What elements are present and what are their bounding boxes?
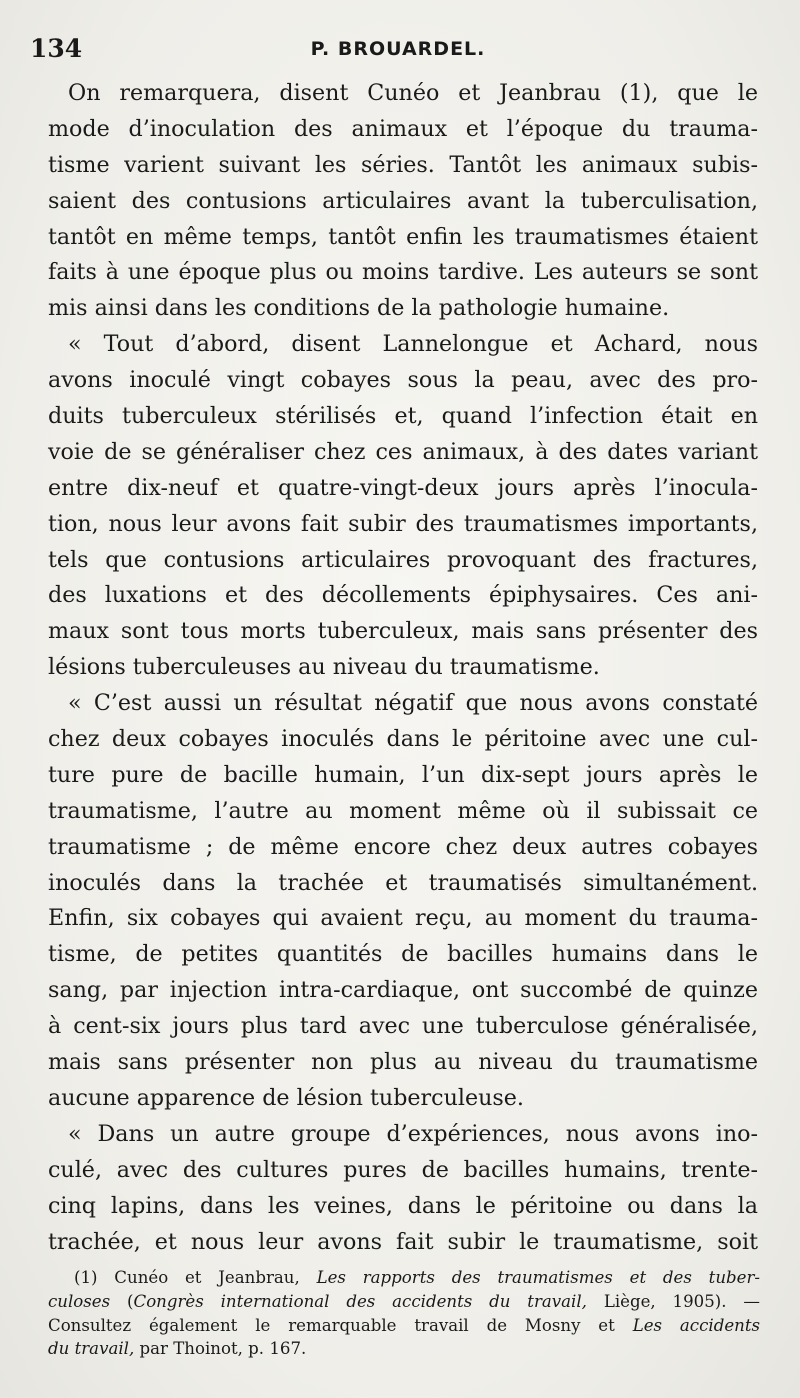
text-line: tels que contusions articulaires provoquant des fractures, — [48, 546, 758, 573]
footnote-line — [48, 1337, 760, 1361]
footnote-text: (1) Cunéo et Jeanbrau, — [74, 1268, 300, 1287]
text-line: tantôt en même temps, tantôt enfin les traumatismes étaient — [48, 223, 758, 250]
page-header — [30, 34, 766, 70]
footnote — [48, 1266, 760, 1361]
footnote-title: du travail, — [48, 1339, 135, 1359]
footnote-title: Les accidents — [632, 1315, 761, 1335]
text-line: à cent-six jours plus tard avec une tuberculose généralisée, — [48, 1013, 758, 1040]
text-line: ture pure de bacille humain, l’un dix-sept jours après le — [48, 761, 758, 788]
page-number: 134 — [30, 34, 83, 63]
text-line: cinq lapins, dans les veines, dans le péritoine ou dans la — [48, 1192, 758, 1219]
text-line: On remarquera, disent Cunéo et Jeanbrau (1), que le — [68, 80, 758, 106]
text-line: « Dans un autre groupe d’expériences, nous avons ino- — [68, 1120, 758, 1147]
text-line: faits à une époque plus ou moins tardive. Les auteurs se sont — [48, 259, 758, 286]
footnote-title: Congrès international des accidents du travail, — [133, 1291, 587, 1311]
text-line: traumatisme, l’autre au moment même où il subissait ce — [48, 797, 758, 824]
text-line: « C’est aussi un résultat négatif que nous avons constaté — [68, 690, 758, 717]
text-line: tion, nous leur avons fait subir des traumatismes importants, — [48, 510, 758, 537]
text-line: mode d’inoculation des animaux et l’époque du trauma- — [48, 115, 758, 142]
text-line: trachée, et nous leur avons fait subir le traumatisme, soit — [48, 1228, 758, 1255]
text-line: tisme varient suivant les séries. Tantôt les animaux subis- — [48, 151, 758, 178]
footnote-title: culoses — [48, 1291, 111, 1311]
text-line: entre dix-neuf et quatre-vingt-deux jours après l’inocula- — [48, 474, 758, 501]
text-line: aucune apparence de lésion tuberculeuse. — [48, 1084, 524, 1111]
text-line: duits tuberculeux stérilisés et, quand l’infection était en — [48, 403, 758, 430]
text-line: voie de se généraliser chez ces animaux, à des dates variant — [48, 438, 758, 465]
text-line: avons inoculé vingt cobayes sous la peau, avec des pro- — [48, 367, 758, 394]
text-line: maux sont tous morts tuberculeux, mais sans présenter des — [48, 618, 758, 645]
footnote-line — [48, 1290, 760, 1314]
text-line: sang, par injection intra-cardiaque, ont succombé de quinze — [48, 977, 758, 1004]
footnote-text: par Thoinot, p. 167. — [139, 1339, 307, 1359]
footnote-line — [48, 1266, 760, 1290]
text-line: lésions tuberculeuses au niveau du traumatisme. — [48, 654, 600, 681]
text-line: Enfin, six cobayes qui avaient reçu, au moment du trauma- — [48, 905, 758, 932]
body-text — [48, 76, 758, 1260]
text-line: traumatisme ; de même encore chez deux autres cobayes — [48, 833, 758, 860]
footnote-text: Liège, 1905). — — [603, 1291, 760, 1311]
text-line: mais sans présenter non plus au niveau du traumatisme — [48, 1049, 758, 1076]
running-head: P. BROUARDEL. — [310, 38, 486, 60]
text-line: chez deux cobayes inoculés dans le péritoine avec une cul- — [48, 726, 758, 753]
text-line: des luxations et des décollements épiphysaires. Ces ani- — [48, 582, 758, 609]
text-line: saient des contusions articulaires avant la tuberculisation, — [48, 187, 758, 214]
text-line: culé, avec des cultures pures de bacilles humains, trente- — [48, 1156, 758, 1183]
footnote-title: Les rapports des traumatismes et des tuber- — [316, 1268, 761, 1287]
text-line: mis ainsi dans les conditions de la pathologie humaine. — [48, 295, 670, 322]
footnote-line — [48, 1314, 760, 1338]
text-line: tisme, de petites quantités de bacilles humains dans le — [48, 941, 758, 968]
footnote-text: Consultez également le remarquable travail de Mosny et — [48, 1315, 615, 1335]
footnote-text: ( — [127, 1291, 134, 1311]
text-line: « Tout d’abord, disent Lannelongue et Achard, nous — [68, 331, 758, 358]
text-line: inoculés dans la trachée et traumatisés simultanément. — [48, 869, 758, 896]
